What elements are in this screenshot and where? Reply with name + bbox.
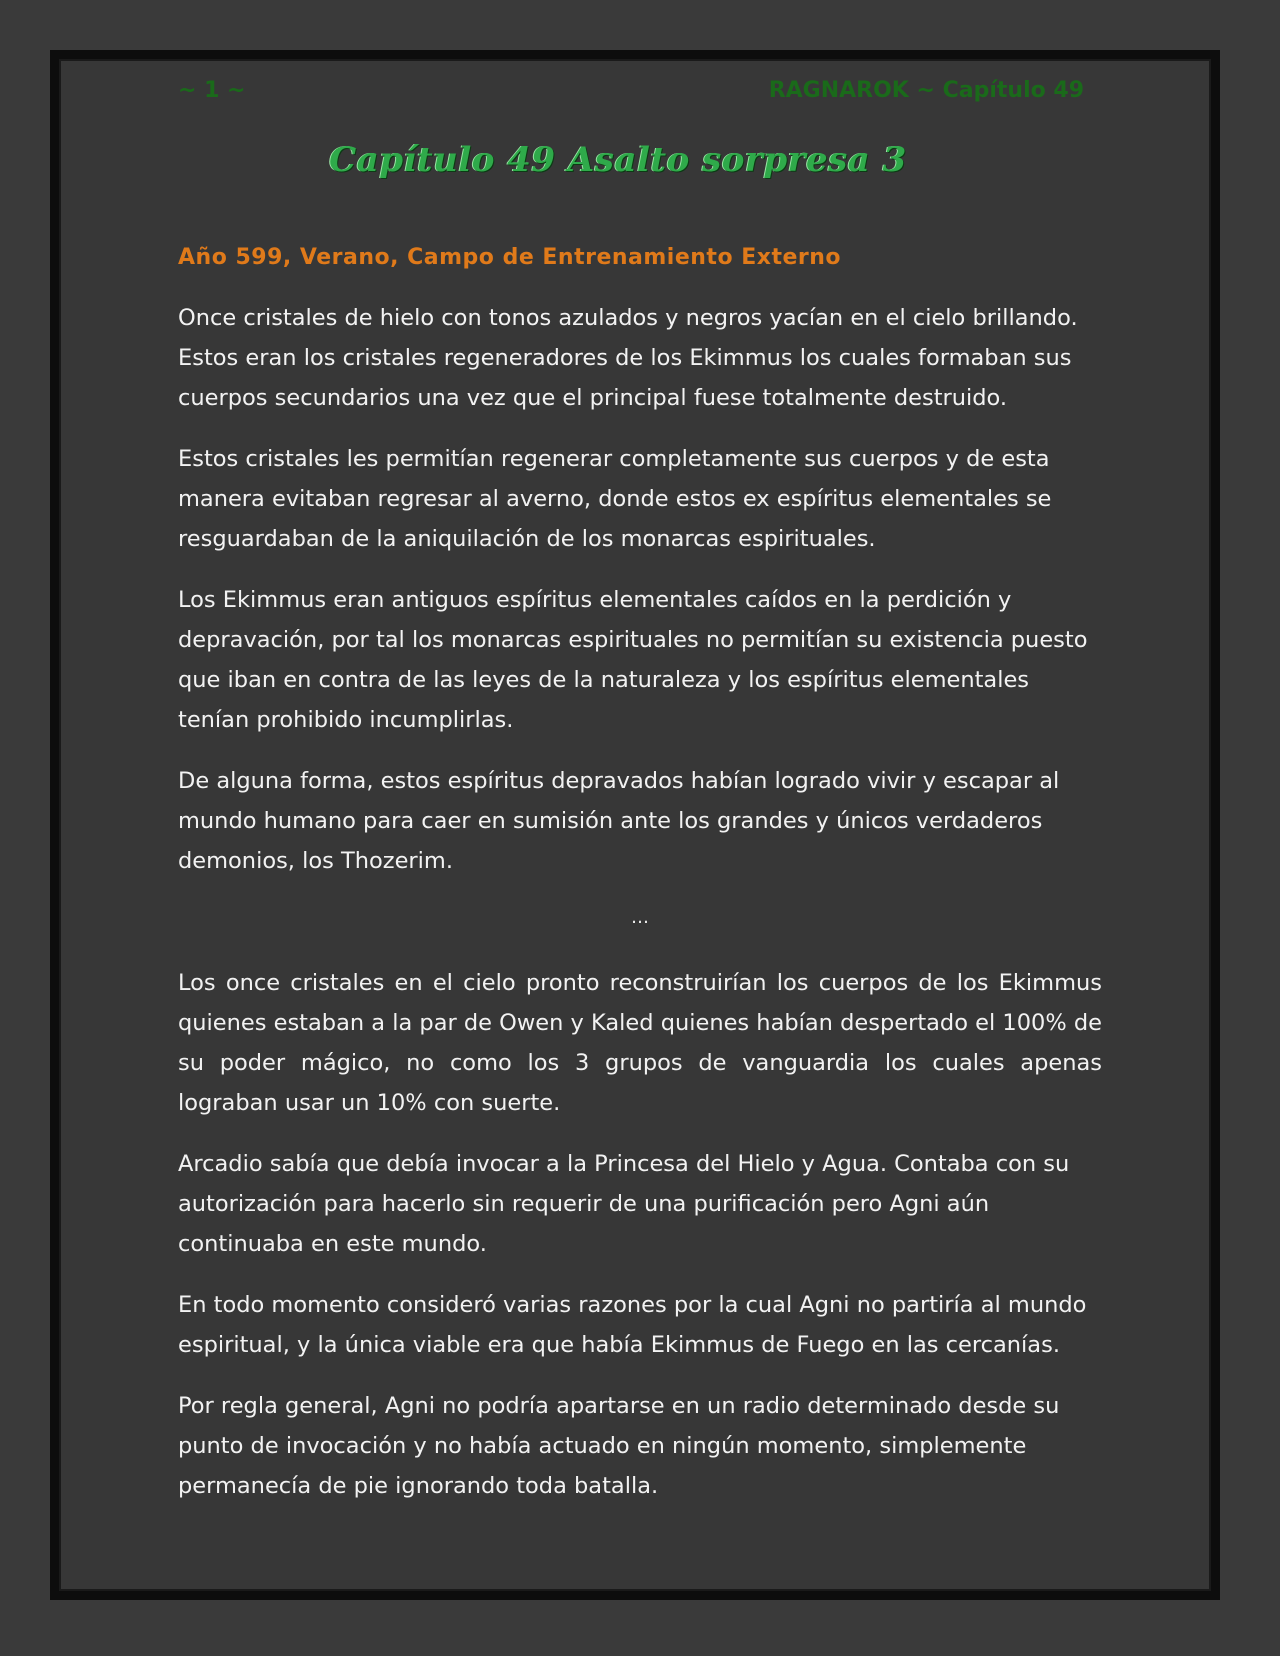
scene-separator: … [631, 907, 649, 928]
chapter-body [178, 238, 1102, 1527]
page-number: ~ 1 ~ [178, 78, 246, 103]
paragraph: Por regla general, Agni no podría apartarse en un radio determinado desde su punto de invocación y no había actuado en ningún momento, simplemente permanecía de pie ignorando toda batalla. [178, 1393, 1060, 1499]
book-running-title: RAGNAROK ~ Capítulo 49 [768, 78, 1084, 103]
paragraph: Once cristales de hielo con tonos azulados y negros yacían en el cielo brillando. Estos eran los cristales regeneradores de los Ekimmus los cuales formaban sus cuerpos secundarios una vez que el principal fuese totalmente destruido. [178, 305, 1078, 411]
chapter-title: Capítulo 49 Asalto sorpresa 3 [329, 140, 907, 180]
paragraph: De alguna forma, estos espíritus depravados habían logrado vivir y escapar al mundo humano para caer en sumisión ante los grandes y únicos verdaderos demonios, los Thozerim. [178, 768, 1060, 874]
paragraph: En todo momento consideró varias razones por la cual Agni no partiría al mundo espiritual, y la única viable era que había Ekimmus de Fuego en las cercanías. [178, 1292, 1087, 1358]
paragraph: Arcadio sabía que debía invocar a la Princesa del Hielo y Agua. Contaba con su autorización para hacerlo sin requerir de una purificación pero Agni aún continuaba en este mundo. [178, 1151, 1070, 1257]
paragraph: Los Ekimmus eran antiguos espíritus elementales caídos en la perdición y depravación, por tal los monarcas espirituales no permitían su existencia puesto que iban en contra de las leyes de la naturaleza y los espíritus elementales tenían prohibido incumplirlas. [178, 587, 1088, 733]
running-header [178, 78, 1084, 108]
paragraph: Estos cristales les permitían regenerar completamente sus cuerpos y de esta manera evitaban regresar al averno, donde estos ex espíritus elementales se resguardaban de la aniquilación de los monarcas espirituales. [178, 446, 1052, 552]
paragraph: Los once cristales en el cielo pronto reconstruirían los cuerpos de los Ekimmus quienes estaban a la par de Owen y Kaled quienes habían despertado el 100% de su poder mágico, no como los 3 grupos de vanguardia los cuales apenas lograban usar un 10% con suerte. [178, 970, 1102, 1116]
setting-line: Año 599, Verano, Campo de Entrenamiento Externo [178, 245, 842, 270]
